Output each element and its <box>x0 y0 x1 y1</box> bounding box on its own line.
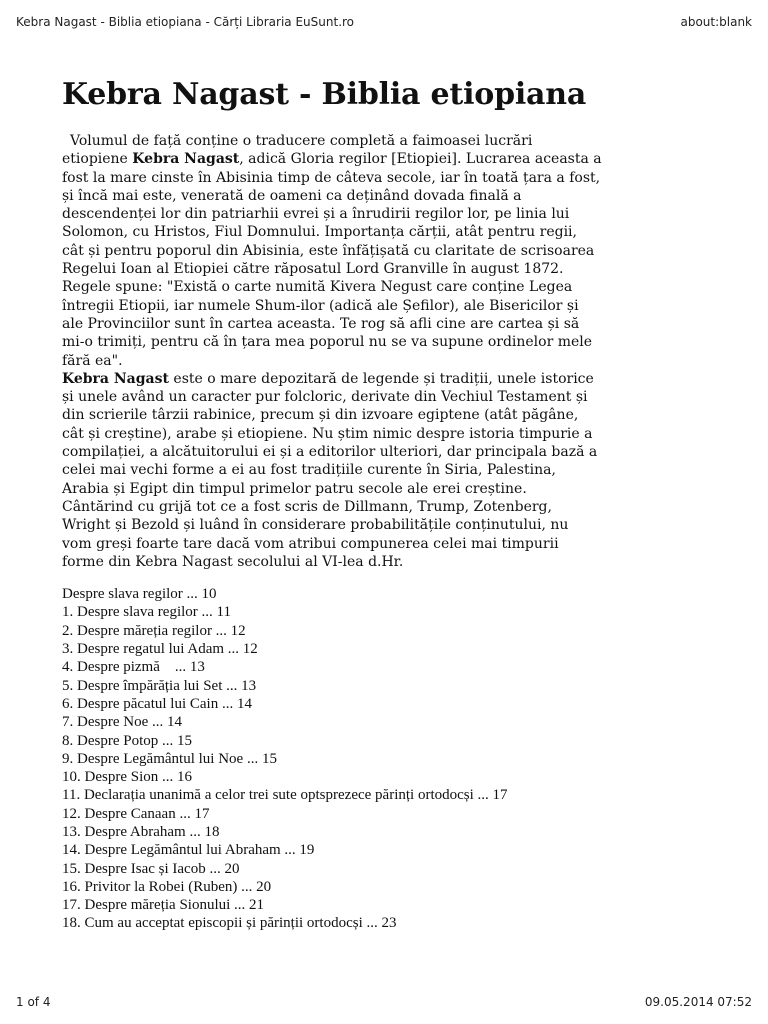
document-page <box>62 76 602 948</box>
toc-item: 12. Despre Canaan ... 17 <box>62 805 210 822</box>
intro-bold-title: Kebra Nagast <box>132 151 240 168</box>
intro-text-start: Volumul de față conține o traducere completă a faimoasei lucrări etiopiene <box>62 133 533 168</box>
toc-item: Despre slava regilor ... 10 <box>62 586 217 603</box>
second-bold-title: Kebra Nagast <box>62 370 169 387</box>
toc-item: 1. Despre slava regilor ... 11 <box>62 604 231 621</box>
second-text: este o mare depozitară de legende și tradiții, unele istorice și unele având un caracter pur folcloric, derivate din Vechiul Testament și din scrierile târzii rabinice, precum și din izvoare egiptene (atât păgâne, cât și creștine), arabe și etiopiene. Nu știm nimic despre istoria timpurie a compilației, a alcătuitorului ei și a editorilor ulteriori, dar principala bază a celei mai vechi forme a ei au fost tradițiile curente în Siria, Palestina, Arabia și Egipt din timpul primelor patru secole ale erei creștine. Cântărind cu grijă tot ce a fost scris de Dillmann, Trump, Zotenberg, Wright și Bezold și luând în considerare probabilitățile conținutului, nu vom greși foarte tare dacă vom atribui compunerea celei mai timpurii forme din Kebra Nagast secolului al VI-lea d.Hr. <box>62 370 598 570</box>
toc-item: 5. Despre împărăția lui Set ... 13 <box>62 677 257 694</box>
toc-item: 6. Despre păcatul lui Cain ... 14 <box>62 695 252 712</box>
toc-item: 16. Privitor la Robei (Ruben) ... 20 <box>62 878 272 895</box>
table-of-contents <box>62 585 602 933</box>
toc-item: 2. Despre măreția regilor ... 12 <box>62 622 246 639</box>
toc-item: 14. Despre Legământul lui Abraham ... 19 <box>62 842 315 859</box>
toc-item: 17. Despre măreția Sionului ... 21 <box>62 897 265 914</box>
print-header <box>16 14 752 30</box>
page-url: about:blank <box>680 15 752 29</box>
print-datetime: 09.05.2014 07:52 <box>644 995 752 1009</box>
page-title-header: Kebra Nagast - Biblia etiopiana - Cărți Libraria EuSunt.ro <box>16 15 355 29</box>
toc-item: 13. Despre Abraham ... 18 <box>62 823 220 840</box>
intro-paragraph <box>62 132 602 370</box>
toc-item: 18. Cum au acceptat episcopii și părinții ortodocși ... 23 <box>62 915 397 932</box>
toc-item: 15. Despre Isac și Iacob ... 20 <box>62 860 240 877</box>
toc-item: 4. Despre pizmă ... 13 <box>62 659 205 676</box>
toc-item: 8. Despre Potop ... 15 <box>62 732 192 749</box>
print-footer <box>16 994 752 1010</box>
toc-item: 10. Despre Sion ... 16 <box>62 769 192 786</box>
toc-item: 7. Despre Noe ... 14 <box>62 714 182 731</box>
toc-item: 3. Despre regatul lui Adam ... 12 <box>62 641 258 658</box>
toc-item: 11. Declarația unanimă a celor trei sute optsprezece părinți ortodocși ... 17 <box>62 787 508 804</box>
toc-item: 9. Despre Legământul lui Noe ... 15 <box>62 750 277 767</box>
article-title: Kebra Nagast - Biblia etiopiana <box>62 77 587 112</box>
second-paragraph <box>62 370 602 571</box>
page-counter: 1 of 4 <box>16 995 51 1009</box>
intro-text-rest: , adică Gloria regilor [Etiopiei]. Lucrarea aceasta a fost la mare cinste în Abisinia timp de câteva secole, iar în toată țara a fost, și încă mai este, venerată de oameni ca deținând dovada finală a descendenței lor din patriarhii evrei și a înrudirii regilor lor, pe linia lui Solomon, cu Hristos, Fiul Domnului. Importanța cărții, atât pentru regii, cât și pentru poporul din Abisinia, este înfățișată cu claritate de scrisoarea Regelui Ioan al Etiopiei către răposatul Lord Granville în august 1872. Regele spune: "Există o carte numită Kivera Negust care conține Legea întregii Etiopii, iar numele Shum-ilor (adică ale Șefilor), ale Bisericilor și ale Provinciilor sunt în cartea aceasta. Te rog să afli cine are cartea și să mi-o trimiți, pentru că în țara mea poporul nu se va supune ordinelor mele fără ea". <box>62 151 602 369</box>
